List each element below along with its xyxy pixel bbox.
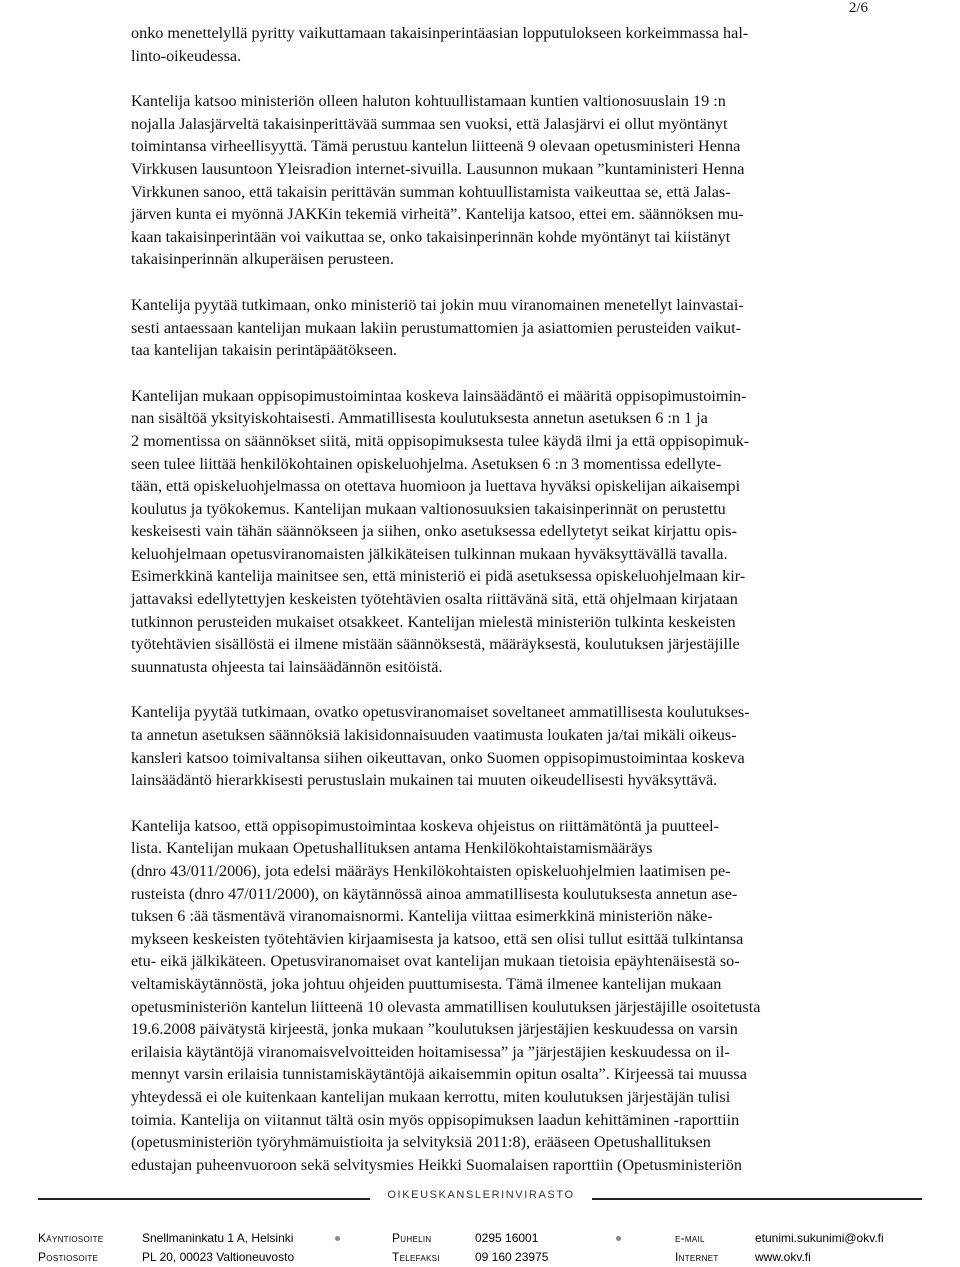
fax-number: 09 160 23975 xyxy=(475,1250,549,1264)
postal-address-label: Postiosoite xyxy=(38,1250,99,1264)
bullet-dot-icon xyxy=(616,1236,621,1241)
email-address: etunimi.sukunimi@okv.fi xyxy=(755,1231,884,1245)
website-address: www.okv.fi xyxy=(755,1250,811,1264)
visiting-address-label: Käyntiosoite xyxy=(38,1231,104,1245)
footer-row-visiting xyxy=(38,1231,922,1247)
footer-divider-left xyxy=(38,1198,370,1200)
footer-divider-right xyxy=(592,1198,922,1200)
document-body xyxy=(131,22,868,1199)
visiting-address: Snellmaninkatu 1 A, Helsinki xyxy=(142,1231,294,1245)
paragraph: Kantelija pyytää tutkimaan, onko ministeriö tai jokin muu viranomainen menetellyt lainvastai- sesti antaessaan kantelijan mukaan lakiin perustumattomien ja asiattomien perusteiden vaikut- taa kantelijan takaisin perintäpäätökseen. xyxy=(131,295,744,360)
page-number: 2/6 xyxy=(848,0,868,16)
paragraph: Kantelija pyytää tutkimaan, ovatko opetusviranomaiset soveltaneet ammatillisesta koulutukses- ta annetun asetuksen säännöksiä lakisidonnaisuuden vaatimusta loukaten ja/tai mikäli oikeus- kansleri katsoo toimivaltansa siihen oikeuttavan, onko Suomen oppisopimustoimintaa koskeva lainsäädäntö hierarkkisesti perustuslain mukainen tai muuten oikeudellisesti hyväksyttävä. xyxy=(131,703,750,790)
bullet-dot-icon xyxy=(335,1236,340,1241)
fax-label: Telefaksi xyxy=(392,1250,440,1264)
postal-address: PL 20, 00023 Valtioneuvosto xyxy=(142,1250,295,1264)
phone-label: Puhelin xyxy=(392,1231,432,1245)
email-label: e-mail xyxy=(675,1231,705,1245)
paragraph: onko menettelyllä pyritty vaikuttamaan takaisinperintäasian lopputulokseen korkeimmassa hal- linto-oikeudessa. xyxy=(131,24,749,65)
phone-number: 0295 16001 xyxy=(475,1231,539,1245)
internet-label: Internet xyxy=(675,1250,719,1264)
paragraph: Kantelijan mukaan oppisopimustoimintaa koskeva lainsäädäntö ei määritä oppisopimustoimin- nan sisältöä yksityiskohtaisesti. Ammatillisesta koulutuksesta annetun asetuksen 6 :n 1 ja 2 momentissa on säännökset siitä, mitä oppisopimuksesta tulee käydä ilmi ja että oppisopimuk- seen tulee liittää henkilökohtainen opiskeluohjelma. Asetuksen 6 :n 3 momentissa edellyte- tään, että opiskeluohjelmassa on otettava huomioon ja luettava hyväksi opiskelijan aikaisempi koulutus ja työkokemus. Kantelijan mukaan valtionosuuksien takaisinperinnät on perustettu keskeisesti vain tähän säännökseen ja siihen, onko asetuksessa edellytetyt seikat kirjattu opis- keluohjelmaan opetusviranomaisten jälkikäteisen tulkinnan mukaan hyväksyttävällä tavalla. Esimerkkinä kantelija mainitsee sen, että ministeriö ei pidä asetuksessa opiskeluohjelmaan kir- jattavaksi edellytettyjen keskeisten työtehtävien osalta riittävänä sitä, että ohjelmaan kirjataan tutkinnon perusteiden mukaiset otsakkeet. Kantelijan mielestä ministeriön tulkinta keskeisten työtehtävien sisällöstä ei ilmene mistään säännöksestä, määräyksestä, koulutuksen järjestäjille suunnatusta ohjeesta tai lainsäädännön esitöistä. xyxy=(131,386,750,676)
footer-row-postal xyxy=(38,1250,922,1266)
paragraph: Kantelija katsoo, että oppisopimustoimintaa koskeva ohjeistus on riittämätöntä ja puutteel- lista. Kantelijan mukaan Opetushallituksen antama Henkilökohtaistamismääräys (dnro 43/011/2006), jota edelsi määräys Henkilökohtaisten opiskeluohjelmien laatimisen pe- rusteista (dnro 47/011/2000), on käytännössä ainoa ammatillisesta koulutuksesta annetun ase- tuksen 6 :ää täsmentävä viranomaisnormi. Kantelija viittaa esimerkkinä ministeriön näke- mykseen keskeisten työtehtävien kirjaamisesta ja katsoo, että sen olisi tullut esittää tulkintansa etu- eikä jälkikäteen. Opetusviranomaiset ovat kantelijan mukaan tietoisia epäyhtenäisestä so- veltamiskäytännöstä, joka johtuu ohjeiden puuttumisesta. Tämä ilmenee kantelijan mukaan opetusministeriön kantelun liitteenä 10 olevasta ammatillisen koulutuksen järjestäjille osoitetusta 19.6.2008 päivätystä kirjeestä, jonka mukaan ”koulutuksen järjestäjien keskuudessa on varsin erilaisia käytäntöjä viranomaisvelvoitteiden hoitamisessa” ja ”järjestäjien keskuudessa on il- mennyt varsin erilaisia tunnistamiskäytäntöjä aikaisemmin opitun osalta”. Kirjeessä tai muussa yhteydessä ei ole kuitenkaan kantelijan mukaan kerrottu, miten koulutuksen järjestäjän tulisi toimia. Kantelija on viitannut tältä osin myös oppisopimuksen laadun kehittäminen -raporttiin (opetusministeriön työryhmämuistioita ja selvityksiä 2011:8), erääseen Opetushallituksen edustajan puheenvuoroon sekä selvitysmies Heikki Suomalaisen raporttiin (Opetusministeriön xyxy=(131,816,761,1174)
paragraph: Kantelija katsoo ministeriön olleen haluton kohtuullistamaan kuntien valtionosuuslain 19 :n nojalla Jalasjärveltä takaisinperittävää summaa sen vuoksi, että Jalasjärvi ei ollut myöntänyt toimintansa virheellisyyttä. Tämä perustuu kantelun liitteenä 9 olevaan opetusministeri Henna Virkkusen lausuntoon Yleisradion internet-sivuilla. Lausunnon mukaan ”kuntaministeri Henna Virkkunen sanoo, että takaisin perittävän summan kohtuullistamista vaikeuttaa se, että Jalas- järven kunta ei myönnä JAKKin tekemiä virheitä”. Kantelija katsoo, ettei em. säännöksen mu- kaan takaisinperintään voi vaikuttaa se, onko takaisinperinnän kohde myöntänyt tai kiistänyt takaisinperinnän alkuperäisen perusteen. xyxy=(131,92,745,269)
footer-organization-name: OIKEUSKANSLERINVIRASTO xyxy=(387,1189,575,1201)
